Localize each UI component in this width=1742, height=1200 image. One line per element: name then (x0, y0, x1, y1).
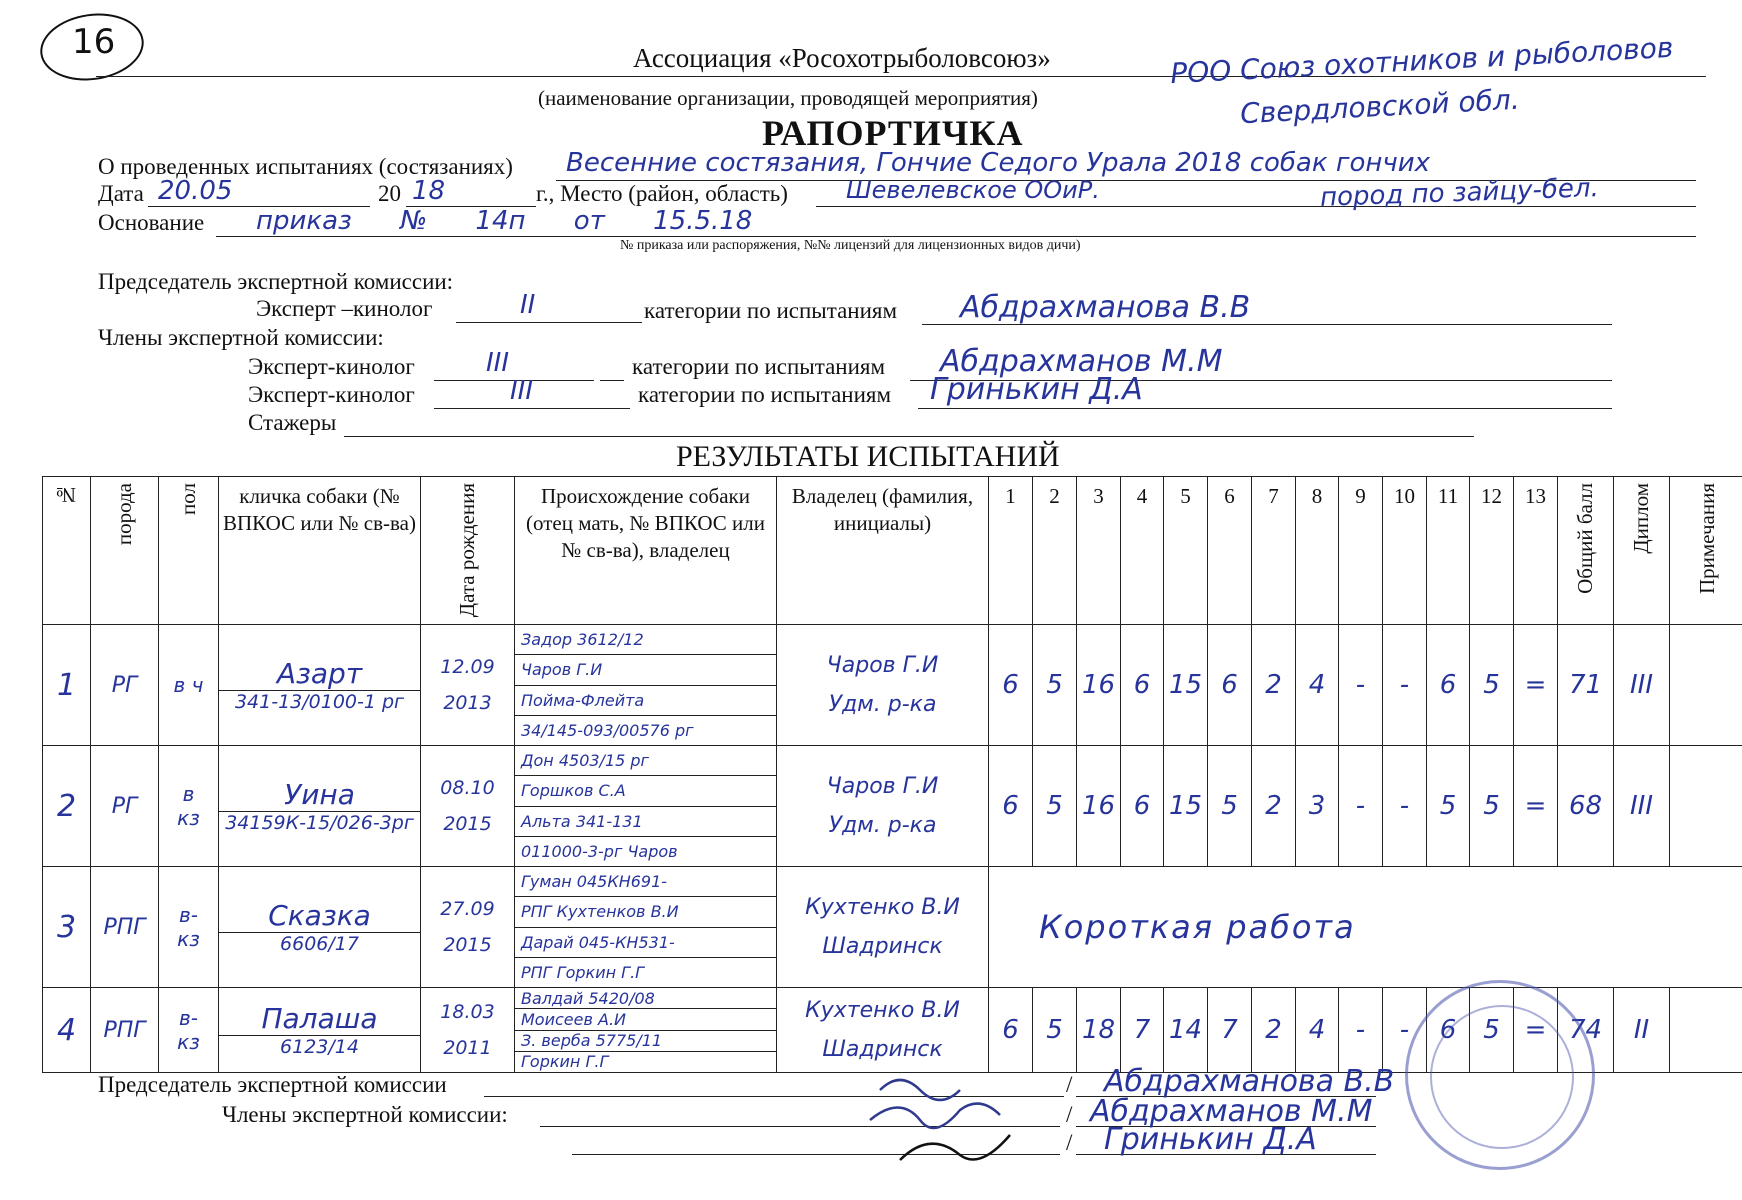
footer-sign-m1: Абдрахманов М.М (1090, 1094, 1373, 1129)
row-birth-year: 2013 (443, 692, 492, 715)
row-origin-line: Горшков С.А (515, 776, 776, 806)
date-label: Дата (98, 181, 144, 206)
header-col-6: 6 (1208, 477, 1252, 625)
row-dog-name: Сказка (219, 899, 420, 933)
row-score: 2 (1265, 670, 1282, 701)
row-diploma: III (1629, 791, 1653, 822)
row-score: 5 (1046, 791, 1063, 822)
chair-category: II (520, 290, 536, 320)
row-score: 15 (1168, 791, 1203, 822)
footer-chair-label: Председатель экспертной комиссии (98, 1072, 447, 1097)
row-birth-day: 18.03 (440, 1001, 495, 1024)
row-score: 7 (1221, 1015, 1238, 1046)
table-row (43, 867, 1742, 988)
footer-sign-m2: Гринькин Д.А (1104, 1122, 1317, 1157)
row-score: = (1524, 670, 1547, 701)
row-score: = (1524, 791, 1547, 822)
row-dog-reg: 6606/17 (280, 933, 359, 956)
footer-members-label: Члены экспертной комиссии: (222, 1102, 508, 1127)
basis-label: Основание (98, 210, 205, 235)
member1-category: III (486, 348, 510, 378)
header-col-13: 13 (1514, 477, 1558, 625)
header-origin: Происхождение собаки (отец мать, № ВПКОС или № св-ва), владелец (515, 477, 777, 625)
row-birth-day: 27.09 (440, 898, 495, 921)
row-origin-line: Горкин Г.Г (521, 1052, 609, 1072)
member2-category: III (510, 376, 534, 406)
row-dog-reg: 6123/14 (280, 1036, 359, 1059)
row-origin-line: 011000-3-рг Чаров (521, 841, 678, 861)
row-score: 14 (1168, 1015, 1203, 1046)
header-col-1: 1 (989, 477, 1033, 625)
row-score: - (1355, 1015, 1366, 1046)
row-sex: в-кз (177, 1006, 200, 1055)
row-score: 5 (1483, 791, 1500, 822)
row-owner-name: Кухтенко В.И (805, 998, 960, 1024)
document-title: РАПОРТИЧКА (762, 113, 1024, 153)
row-score: - (1399, 670, 1410, 701)
row-sex: в кз (177, 782, 200, 831)
row-score: 6 (1439, 1015, 1457, 1046)
header-col-7: 7 (1252, 477, 1296, 625)
row-sex: в ч (173, 673, 204, 698)
chair-label: Председатель экспертной комиссии: (98, 269, 454, 294)
row-origin-line: Альта 341-131 (515, 807, 776, 837)
row-num: 1 (56, 667, 77, 703)
row-total: 71 (1568, 670, 1603, 701)
header-col-2: 2 (1033, 477, 1077, 625)
table-row (43, 625, 1742, 746)
place-value-2: пород по зайцу-бел. (1319, 173, 1600, 213)
header-num: № (43, 477, 91, 625)
year-value: 18 (412, 176, 446, 206)
header-col-8: 8 (1296, 477, 1339, 625)
row-diploma: III (1629, 670, 1653, 701)
footer-sign-chair: Абдрахманова В.В (1104, 1064, 1395, 1099)
row-owner-name: Чаров Г.И (826, 653, 939, 679)
row-score: - (1355, 670, 1366, 701)
row-origin-line: РПГ Горкин Г.Г (521, 962, 645, 982)
footer-slash-2: / (1066, 1102, 1073, 1127)
row-score: 6 (1002, 670, 1019, 701)
org-caption: (наименование организации, проводящей мероприятия) (538, 86, 1038, 110)
row-score: 6 (1002, 1015, 1019, 1046)
basis-caption: № приказа или распоряжения, №№ лицензий для лицензионных видов дичи) (620, 238, 1081, 253)
results-title: РЕЗУЛЬТАТЫ ИСПЫТАНИЙ (676, 440, 1060, 473)
row-dog-reg: 341-13/0100-1 рг (234, 691, 405, 714)
table-row (43, 746, 1742, 867)
row-score: 16 (1081, 670, 1116, 701)
row-score: = (1524, 1015, 1547, 1046)
row-score: - (1399, 791, 1410, 822)
row-breed: РПГ (103, 1017, 146, 1043)
row-breed: РГ (111, 672, 138, 698)
row-score: 2 (1265, 1015, 1282, 1046)
row-origin-line: Дарай 045-КН531- (515, 928, 776, 958)
page-number: 16 (72, 22, 116, 62)
footer-slash-1: / (1066, 1072, 1073, 1097)
row-score: 6 (1133, 670, 1151, 701)
header-total: Общий балл (1558, 477, 1614, 625)
year-prefix: 20 (378, 181, 401, 206)
row-dog-name: Уина (219, 778, 420, 812)
row-dog-name: Палаша (219, 1002, 420, 1036)
chair-expert-label: Эксперт –кинолог (256, 296, 433, 321)
row-score: 5 (1483, 670, 1500, 701)
row-score: 5 (1439, 791, 1457, 822)
row-origin-line: Пойма-Флейта (515, 686, 776, 716)
chair-name: Абдрахманова В.В (960, 290, 1251, 325)
row-origin-line: Валдай 5420/08 (515, 988, 776, 1009)
row-origin-line: Гуман 045КН691- (515, 867, 776, 897)
header-col-4: 4 (1121, 477, 1164, 625)
row-owner-region: Удм. р-ка (828, 692, 937, 718)
row-owner-region: Удм. р-ка (828, 813, 937, 839)
header-col-10: 10 (1383, 477, 1427, 625)
org-printed: Ассоциация «Росохотрыболовсоюз» (633, 43, 1051, 73)
row-breed: РПГ (103, 914, 146, 940)
header-breed: порода (91, 477, 159, 625)
member2-category-label: категории по испытаниям (638, 382, 892, 407)
basis-value: приказ № 14п от 15.5.18 (256, 206, 753, 236)
row-num: 3 (56, 909, 77, 945)
row-score: 6 (1133, 791, 1151, 822)
row-score: 5 (1046, 670, 1063, 701)
row-score: 5 (1221, 791, 1238, 822)
row-total: 74 (1568, 1015, 1603, 1046)
member1-label: Эксперт-кинолог (248, 354, 415, 379)
chair-category-label: категории по испытаниям (644, 298, 898, 323)
row-score: 5 (1483, 1015, 1500, 1046)
row-score: - (1355, 791, 1366, 822)
interns-label: Стажеры (248, 410, 337, 435)
row-total: 68 (1568, 791, 1603, 822)
row-diploma: II (1633, 1015, 1650, 1046)
row-origin-line: Задор 3612/12 (515, 625, 776, 655)
footer-slash-3: / (1066, 1130, 1073, 1155)
row-score: 7 (1133, 1015, 1151, 1046)
header-col-9: 9 (1339, 477, 1383, 625)
header-name: кличка собаки (№ ВПКОС или № св-ва) (219, 477, 421, 625)
members-label: Члены экспертной комиссии: (98, 325, 384, 350)
header-col-5: 5 (1164, 477, 1208, 625)
row-score: 3 (1308, 791, 1326, 822)
row-owner-name: Кухтенко В.И (805, 895, 960, 921)
row-sex: в-кз (177, 903, 200, 952)
row-score: 15 (1168, 670, 1203, 701)
place-value: Шевелевское ООиР. (846, 176, 1100, 204)
row-origin-line: Чаров Г.И (515, 655, 776, 685)
row-score: 18 (1081, 1015, 1116, 1046)
row-score: 6 (1002, 791, 1019, 822)
row-origin-line: Дон 4503/15 рг (515, 746, 776, 776)
row-score: - (1399, 1015, 1410, 1046)
about-value: Весенние состязания, Гончие Седого Урала 2018 собак гончих (566, 148, 1431, 178)
place-label: г., Место (район, область) (536, 181, 788, 206)
date-value: 20.05 (158, 176, 233, 206)
member1-name: Абдрахманов М.М (940, 344, 1223, 379)
header-notes: Примечания (1670, 477, 1742, 625)
about-label: О проведенных испытаниях (состязаниях) (98, 154, 513, 179)
header-sex: пол (159, 477, 219, 625)
header-owner: Владелец (фамилия, инициалы) (777, 477, 989, 625)
row-owner-region: Шадринск (822, 1037, 943, 1063)
header-col-12: 12 (1470, 477, 1514, 625)
row-birth-year: 2015 (443, 934, 492, 957)
row-origin-line: З. верба 5775/11 (515, 1031, 776, 1052)
header-col-3: 3 (1077, 477, 1121, 625)
official-stamp (1405, 980, 1595, 1170)
row-birth-day: 08.10 (440, 777, 495, 800)
row-owner-name: Чаров Г.И (826, 774, 939, 800)
row-score: 6 (1439, 670, 1457, 701)
member2-label: Эксперт-кинолог (248, 382, 415, 407)
org-handwritten-1: РОО Союз охотников и рыболовов (1169, 30, 1675, 91)
header-birth: Дата рождения (421, 477, 515, 625)
row-score: 16 (1081, 791, 1116, 822)
row-score: 5 (1046, 1015, 1063, 1046)
member1-category-label: категории по испытаниям (632, 354, 886, 379)
row-birth-year: 2015 (443, 813, 492, 836)
row-breed: РГ (111, 793, 138, 819)
row-num: 2 (56, 788, 77, 824)
header-col-11: 11 (1427, 477, 1470, 625)
org-handwritten-2: Свердловской обл. (1239, 82, 1521, 131)
row-origin-line: Моисеев А.И (515, 1009, 776, 1030)
row-dog-reg: 34159К-15/026-3рг (225, 812, 414, 835)
row-score: 4 (1308, 1015, 1326, 1046)
member2-name: Гринькин Д.А (930, 372, 1143, 407)
row-score: 6 (1221, 670, 1238, 701)
row-dog-name: Азарт (219, 657, 420, 691)
row-score: 4 (1308, 670, 1326, 701)
row-owner-region: Шадринск (822, 934, 943, 960)
row-remark: Короткая работа (1039, 908, 1356, 947)
row-score: 2 (1265, 791, 1282, 822)
row-origin-line: 34/145-093/00576 рг (521, 720, 694, 740)
row-num: 4 (56, 1012, 77, 1048)
row-birth-year: 2011 (443, 1037, 492, 1060)
signature-scribbles (860, 1060, 1040, 1180)
row-birth-day: 12.09 (440, 656, 495, 679)
header-diploma: Диплом (1614, 477, 1670, 625)
row-origin-line: РПГ Кухтенков В.И (515, 897, 776, 927)
